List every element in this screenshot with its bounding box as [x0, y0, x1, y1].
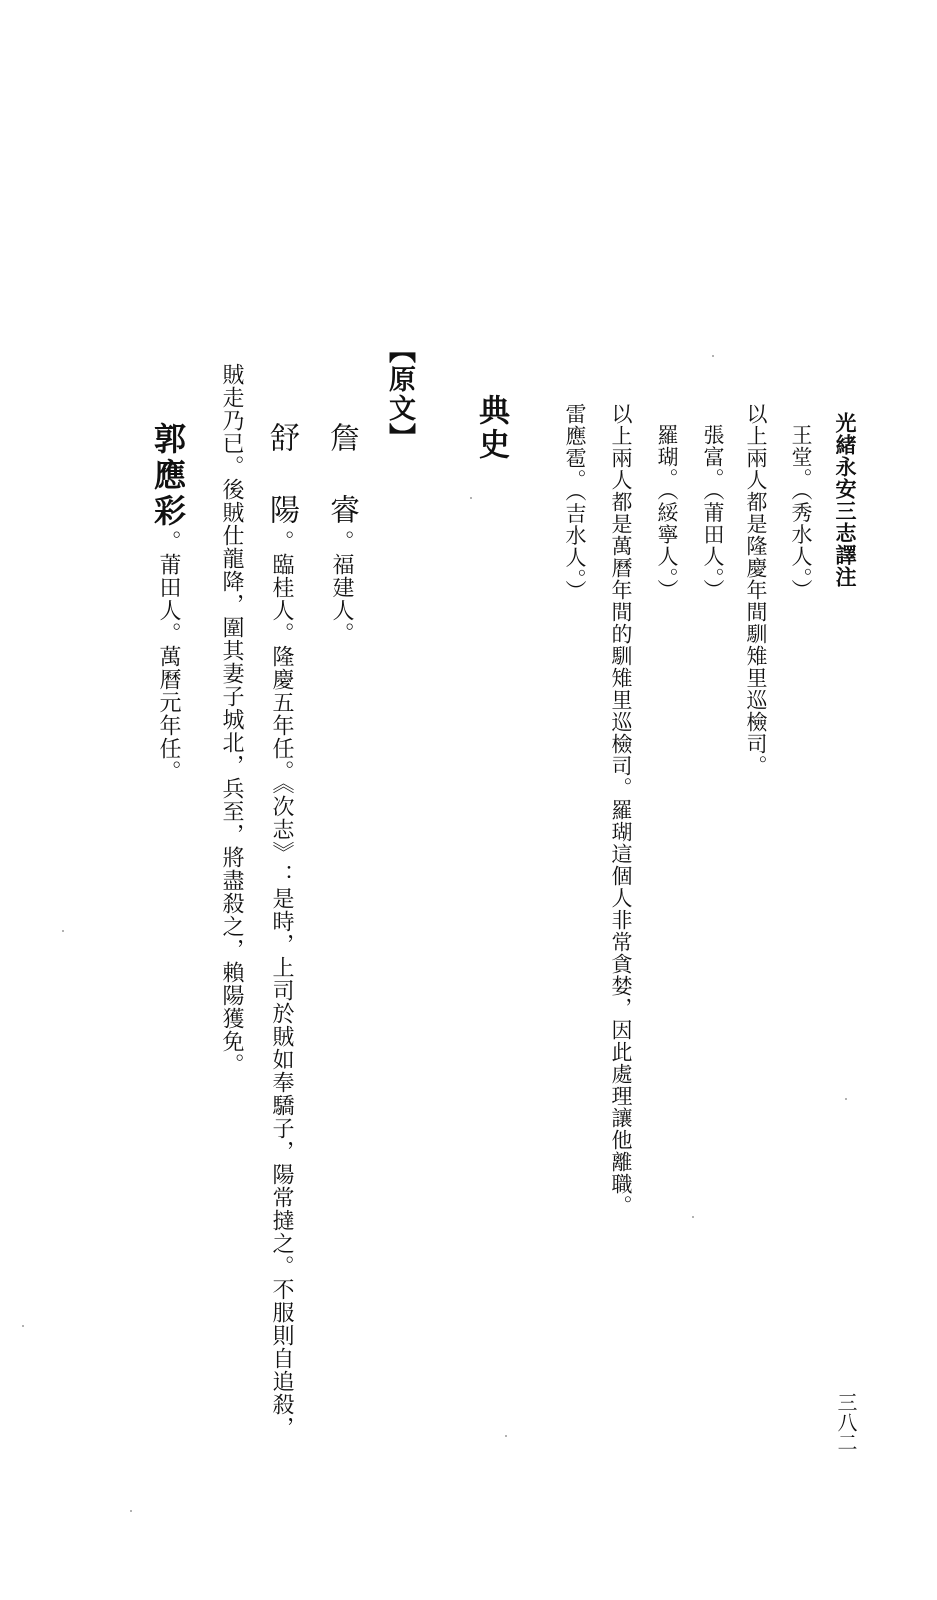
- scan-speck: [22, 1325, 24, 1327]
- official-detail: 。莆田人。萬曆元年任。: [156, 530, 181, 783]
- entry-guo-yingcai: [149, 422, 187, 783]
- scan-speck: [505, 1435, 507, 1437]
- official-detail: 。福建人。: [329, 530, 354, 645]
- entry-zhan-rui: [324, 422, 359, 645]
- entry-lei-yingbao: 雷應雹。（吉水人。）: [563, 403, 587, 602]
- scan-speck: [470, 497, 472, 499]
- official-name: 詹 睿: [324, 422, 359, 530]
- entry-luo-hu: 羅瑚。（綏寧人。）: [655, 424, 679, 601]
- official-detail: 。臨桂人。隆慶五年任。《次志》：是時，上司於賊如奉驕子，陽常撻之。不服則自追殺，: [269, 530, 294, 1439]
- scan-speck: [692, 1216, 694, 1218]
- shu-yang-continuation: 賊走乃已。後賊仕龍降，圍其妻子城北，兵至，將盡殺之，賴陽獲免。: [219, 363, 244, 1076]
- entry-shu-yang: [264, 422, 299, 1439]
- scan-speck: [62, 930, 64, 932]
- page-number: 三八二: [834, 1392, 858, 1452]
- running-title: 光緒永安三志譯注: [833, 412, 858, 588]
- scan-speck: [845, 1098, 847, 1100]
- original-text-label: 【原文】: [384, 336, 415, 452]
- official-name: 郭應彩: [149, 422, 187, 530]
- section-title: 典史: [473, 394, 509, 462]
- entry-zhang-fu: 張富。（莆田人。）: [701, 424, 725, 601]
- official-name: 舒 陽: [264, 422, 299, 530]
- entry-wang-tang: 王堂。（秀水人。）: [789, 424, 813, 601]
- entry-wanli-summary: 以上兩人都是萬曆年間的馴雉里巡檢司。羅瑚這個人非常貪婪，因此處理讓他離職。: [609, 403, 633, 1217]
- scan-speck: [130, 1510, 132, 1512]
- entry-longqing-summary: 以上兩人都是隆慶年間馴雉里巡檢司。: [744, 403, 768, 777]
- scan-speck: [712, 355, 714, 357]
